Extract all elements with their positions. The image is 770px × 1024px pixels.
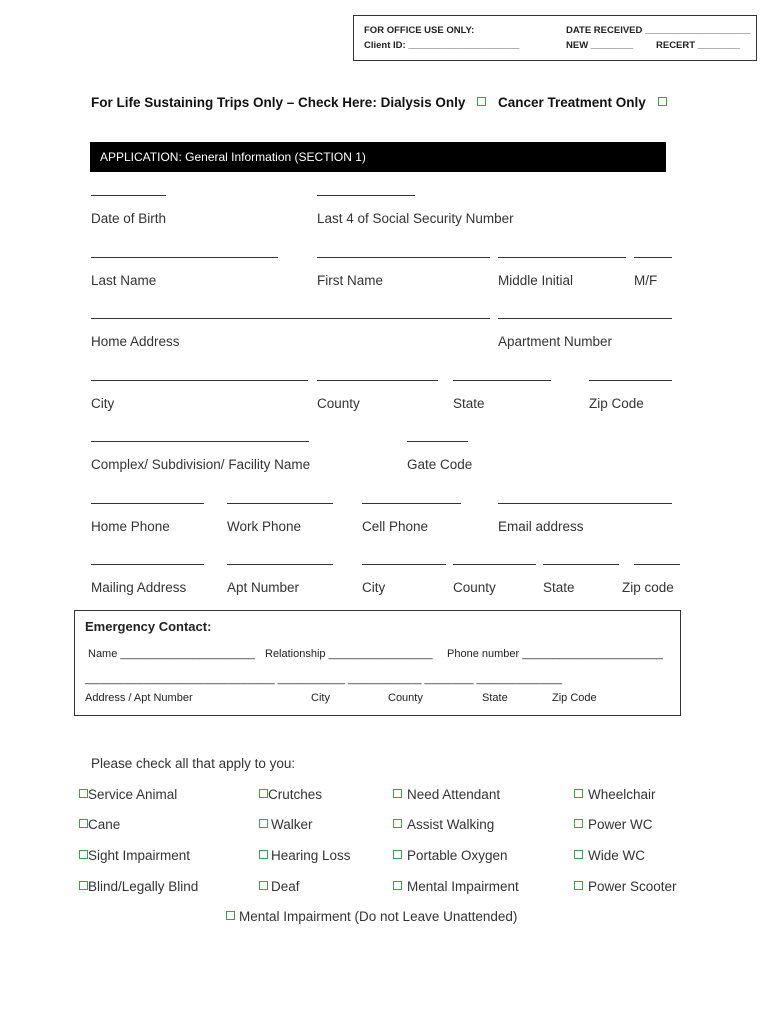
county-label: County [317, 396, 360, 411]
check-label: Deaf [271, 879, 300, 894]
check-mental-impairment-unattended[interactable] [226, 909, 517, 924]
home-address-label: Home Address [91, 334, 180, 349]
checkbox-icon[interactable] [393, 850, 402, 859]
check-wide-wc[interactable] [574, 848, 645, 863]
home-address-input[interactable] [91, 318, 490, 319]
recert-field[interactable]: RECERT ________ [656, 40, 740, 51]
mailing-address-label: Mailing Address [91, 580, 187, 595]
mail-county-label: County [453, 580, 496, 595]
home-phone-input[interactable] [91, 503, 204, 504]
check-need-attendant[interactable] [393, 787, 500, 802]
work-phone-input[interactable] [227, 503, 333, 504]
check-sight-impairment[interactable] [79, 848, 190, 863]
checkbox-icon[interactable] [79, 850, 88, 859]
checkbox-icon[interactable] [574, 850, 583, 859]
dob-input[interactable] [91, 195, 166, 196]
office-use-box [353, 15, 757, 61]
checklist-prompt: Please check all that apply to you: [91, 756, 296, 771]
check-power-wc[interactable] [574, 817, 653, 832]
cell-phone-input[interactable] [362, 503, 461, 504]
check-label: Mental Impairment (Do not Leave Unattended) [239, 909, 518, 924]
new-field[interactable]: NEW ________ [566, 40, 634, 51]
first-name-label: First Name [317, 273, 384, 288]
date-received-field[interactable]: DATE RECEIVED ____________________ [566, 25, 751, 36]
check-service-animal[interactable] [79, 787, 177, 802]
mail-state-input[interactable] [543, 564, 619, 565]
checkbox-icon[interactable] [393, 881, 402, 890]
cell-phone-label: Cell Phone [362, 519, 429, 534]
checkbox-icon[interactable] [393, 789, 402, 798]
state-label: State [453, 396, 485, 411]
check-cane[interactable] [79, 817, 120, 832]
cancer-checkbox[interactable] [658, 97, 667, 106]
check-label: Power Scooter [588, 879, 677, 894]
check-mental-impairment[interactable] [393, 879, 519, 894]
emergency-phone-field[interactable]: Phone number _______________________ [447, 648, 663, 660]
first-name-input[interactable] [317, 257, 490, 258]
emergency-name-field[interactable]: Name ______________________ [88, 648, 255, 660]
check-wheelchair[interactable] [574, 787, 656, 802]
emergency-address-lines[interactable]: _______________________________ ___________ ____________ ________ ______________ [85, 673, 563, 685]
emergency-address-label: Address / Apt Number [85, 692, 193, 704]
check-label: Mental Impairment [407, 879, 519, 894]
check-label: Hearing Loss [271, 848, 351, 863]
gate-code-input[interactable] [407, 441, 468, 442]
mailing-address-input[interactable] [91, 564, 204, 565]
middle-initial-label: Middle Initial [498, 273, 574, 288]
checkbox-icon[interactable] [259, 850, 268, 859]
mail-zip-input[interactable] [634, 564, 680, 565]
emergency-state-label: State [482, 692, 508, 704]
checkbox-icon[interactable] [393, 819, 402, 828]
sex-label: M/F [634, 273, 658, 288]
check-label: Service Animal [88, 787, 178, 802]
check-label: Blind/Legally Blind [88, 879, 199, 894]
section-title: APPLICATION: General Information (SECTION 1) [90, 142, 666, 172]
check-blind[interactable] [79, 879, 198, 894]
emergency-title: Emergency Contact: [85, 619, 212, 634]
check-label: Assist Walking [407, 817, 495, 832]
apartment-label: Apartment Number [498, 334, 613, 349]
mail-apt-input[interactable] [227, 564, 333, 565]
emergency-county-label: County [388, 692, 423, 704]
check-portable-oxygen[interactable] [393, 848, 508, 863]
check-power-scooter[interactable] [574, 879, 677, 894]
emergency-relationship-field[interactable]: Relationship _________________ [265, 648, 433, 660]
city-input[interactable] [91, 380, 308, 381]
check-label: Sight Impairment [88, 848, 191, 863]
checkbox-icon[interactable] [79, 881, 88, 890]
check-label: Cane [88, 817, 121, 832]
office-use-title: FOR OFFICE USE ONLY: [364, 25, 475, 36]
checkbox-icon[interactable] [259, 819, 268, 828]
zip-label: Zip Code [589, 396, 644, 411]
emergency-city-label: City [311, 692, 330, 704]
dialysis-option [91, 95, 486, 110]
check-crutches[interactable] [259, 787, 322, 802]
emergency-contact-box [74, 610, 681, 716]
work-phone-label: Work Phone [227, 519, 302, 534]
dialysis-checkbox[interactable] [477, 97, 486, 106]
checkbox-icon[interactable] [226, 911, 235, 920]
middle-initial-input[interactable] [498, 257, 626, 258]
apartment-input[interactable] [498, 318, 672, 319]
last-name-label: Last Name [91, 273, 157, 288]
check-assist-walking[interactable] [393, 817, 494, 832]
emergency-zip-label: Zip Code [552, 692, 597, 704]
checkbox-icon[interactable] [79, 819, 88, 828]
mail-city-input[interactable] [362, 564, 446, 565]
check-deaf[interactable] [259, 879, 300, 894]
mail-county-input[interactable] [453, 564, 536, 565]
email-label: Email address [498, 519, 584, 534]
cancer-option [498, 95, 667, 110]
sex-input[interactable] [634, 257, 672, 258]
check-label: Power WC [588, 817, 653, 832]
check-hearing-loss[interactable] [259, 848, 351, 863]
mail-apt-label: Apt Number [227, 580, 300, 595]
client-id-field[interactable]: Client ID: _____________________ [364, 40, 520, 51]
city-label: City [91, 396, 115, 411]
mail-state-label: State [543, 580, 575, 595]
dialysis-label: For Life Sustaining Trips Only – Check Here: Dialysis Only [91, 95, 466, 110]
county-input[interactable] [317, 380, 438, 381]
complex-label: Complex/ Subdivision/ Facility Name [91, 457, 311, 472]
ssn-label: Last 4 of Social Security Number [317, 211, 514, 226]
check-label: Crutches [268, 787, 323, 802]
last-name-input[interactable] [91, 257, 278, 258]
checkbox-icon[interactable] [259, 789, 268, 798]
home-phone-label: Home Phone [91, 519, 170, 534]
cancer-label: Cancer Treatment Only [498, 95, 646, 110]
mail-city-label: City [362, 580, 386, 595]
check-walker[interactable] [259, 817, 313, 832]
check-label: Need Attendant [407, 787, 501, 802]
checkbox-icon[interactable] [574, 881, 583, 890]
state-input[interactable] [453, 380, 551, 381]
check-label: Portable Oxygen [407, 848, 508, 863]
mail-zip-label: Zip code [622, 580, 674, 595]
dob-label: Date of Birth [91, 211, 167, 226]
check-label: Wheelchair [588, 787, 656, 802]
complex-input[interactable] [91, 441, 309, 442]
checkbox-icon[interactable] [259, 881, 268, 890]
checkbox-icon[interactable] [574, 789, 583, 798]
check-label: Wide WC [588, 848, 645, 863]
checkbox-icon[interactable] [574, 819, 583, 828]
email-input[interactable] [498, 503, 672, 504]
zip-input[interactable] [589, 380, 672, 381]
check-label: Walker [271, 817, 313, 832]
ssn-input[interactable] [317, 195, 415, 196]
gate-code-label: Gate Code [407, 457, 473, 472]
checkbox-icon[interactable] [79, 789, 88, 798]
